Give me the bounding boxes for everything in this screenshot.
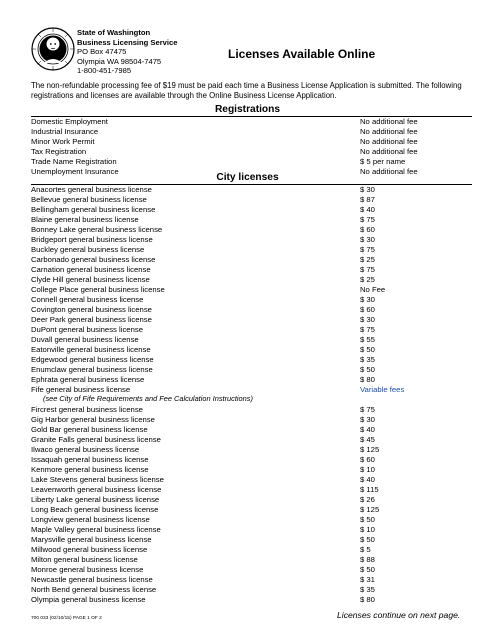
license-fee: $ 50 xyxy=(360,535,375,545)
license-name: North Bend general business license xyxy=(31,585,157,595)
license-name: Bellingham general business license xyxy=(31,204,156,214)
license-row xyxy=(31,147,472,157)
license-fee: $ 75 xyxy=(360,264,375,274)
license-fee: $ 60 xyxy=(360,454,375,464)
license-row xyxy=(31,245,472,255)
city-licenses-list xyxy=(31,185,472,606)
document-header xyxy=(31,27,471,79)
license-name: Millwood general business license xyxy=(31,545,148,555)
license-row xyxy=(31,405,472,415)
license-fee: No additional fee xyxy=(360,146,418,156)
license-name: Anacortes general business license xyxy=(31,184,152,194)
agency-city: Olympia WA 98504-7475 xyxy=(77,56,162,66)
license-row xyxy=(31,117,472,127)
license-name: Duvall general business license xyxy=(31,334,139,344)
license-fee: No Fee xyxy=(360,284,386,294)
license-row xyxy=(31,195,472,205)
license-fee: $ 25 xyxy=(360,254,375,264)
license-name: Clyde Hill general business license xyxy=(31,274,150,284)
license-fee: $ 5 xyxy=(360,545,371,555)
license-fee: $ 88 xyxy=(360,555,375,565)
license-row xyxy=(31,325,472,335)
license-fee: $ 26 xyxy=(360,494,375,504)
license-fee: $ 80 xyxy=(360,595,375,605)
license-name: Unemployment Insurance xyxy=(31,166,119,176)
agency-name: Business Licensing Service xyxy=(77,37,178,47)
license-fee: $ 50 xyxy=(360,344,375,354)
license-name: Kenmore general business license xyxy=(31,464,149,474)
agency-state: State of Washington xyxy=(77,28,151,37)
license-name: Eatonville general business license xyxy=(31,344,151,354)
license-row xyxy=(31,335,472,345)
license-row xyxy=(31,315,472,325)
agency-po-box: PO Box 47475 xyxy=(77,47,127,57)
license-fee: $ 115 xyxy=(360,484,379,494)
license-row xyxy=(31,285,472,295)
intro-paragraph: The non-refundable processing fee of $19 must be paid each time a Business License Application is submitted. The following registrations and licenses are available through the Online Business License Application. xyxy=(31,81,462,100)
license-name: Covington general business license xyxy=(31,304,152,314)
license-row xyxy=(31,455,472,465)
license-fee: $ 40 xyxy=(360,474,375,484)
license-row xyxy=(31,157,472,167)
license-fee: $ 75 xyxy=(360,244,375,254)
license-row xyxy=(31,215,472,225)
license-name: Granite Falls general business license xyxy=(31,434,161,444)
license-name: Fircrest general business license xyxy=(31,404,143,414)
license-row xyxy=(31,137,472,147)
registrations-heading: Registrations xyxy=(214,104,281,115)
license-name: Domestic Employment xyxy=(31,116,108,126)
license-name: Marysville general business license xyxy=(31,535,152,545)
license-fee: $ 30 xyxy=(360,184,375,194)
license-row xyxy=(31,225,472,235)
license-fee: $ 35 xyxy=(360,585,375,595)
license-fee: $ 75 xyxy=(360,214,375,224)
license-row xyxy=(31,525,472,535)
license-name: Industrial Insurance xyxy=(31,126,99,136)
license-row xyxy=(31,555,472,565)
license-name: Buckley general business license xyxy=(31,244,145,254)
license-name: Ilwaco general business license xyxy=(31,444,140,454)
license-fee: $ 75 xyxy=(360,324,375,334)
license-fee: $ 50 xyxy=(360,364,375,374)
license-fee: $ 87 xyxy=(360,194,375,204)
license-name: Gold Bar general business license xyxy=(31,424,148,434)
license-fee: $ 50 xyxy=(360,565,375,575)
license-fee: $ 10 xyxy=(360,464,375,474)
license-row xyxy=(31,485,472,495)
license-name: Bridgeport general business license xyxy=(31,234,153,244)
form-code: 700 033 (02/10/15) PAGE 1 OF 2 xyxy=(31,616,102,621)
license-fee: $ 31 xyxy=(360,575,375,585)
license-fee: $ 30 xyxy=(360,234,375,244)
license-name: Minor Work Permit xyxy=(31,136,95,146)
license-row xyxy=(31,365,472,375)
license-row xyxy=(31,127,472,137)
variable-fees-link[interactable]: Variable fees xyxy=(360,384,405,394)
license-name: Tax Registration xyxy=(31,146,87,156)
license-name: Carbonado general business license xyxy=(31,254,156,264)
license-row xyxy=(31,535,472,545)
page-title: Licenses Available Online xyxy=(228,47,376,61)
license-fee: $ 10 xyxy=(360,525,375,534)
license-row xyxy=(31,465,472,475)
license-row xyxy=(31,265,472,275)
license-row xyxy=(31,515,472,525)
license-fee: $ 55 xyxy=(360,334,375,344)
license-row xyxy=(31,235,472,245)
license-fee: $ 60 xyxy=(360,224,375,234)
license-note: (see City of Fife Requirements and Fee Calculation Instructions) xyxy=(43,393,253,403)
license-name: Carnation general business license xyxy=(31,264,151,274)
continue-note: Licenses continue on next page. xyxy=(337,610,461,620)
license-name: Longview general business license xyxy=(31,514,150,524)
license-name: Long Beach general business license xyxy=(31,504,159,514)
license-name: Gig Harbor general business license xyxy=(31,414,155,424)
license-fee: No additional fee xyxy=(360,116,418,126)
license-fee: $ 45 xyxy=(360,434,375,444)
license-name: Newcastle general business license xyxy=(31,575,153,585)
license-row xyxy=(31,595,472,605)
license-fee: $ 35 xyxy=(360,354,375,364)
license-row xyxy=(31,505,472,515)
license-name: Enumclaw general business license xyxy=(31,364,153,374)
washington-state-seal-icon xyxy=(31,27,75,71)
license-name: Milton general business license xyxy=(31,555,138,565)
license-name: Issaquah general business license xyxy=(31,454,149,464)
license-row xyxy=(31,425,472,435)
license-row xyxy=(31,355,472,365)
license-row xyxy=(31,305,472,315)
city-licenses-heading: City licenses xyxy=(216,172,279,183)
license-row xyxy=(31,385,472,405)
license-fee: No additional fee xyxy=(360,136,418,146)
license-name: Ephrata general business license xyxy=(31,374,145,384)
license-fee: $ 60 xyxy=(360,304,375,314)
license-fee: $ 40 xyxy=(360,424,375,434)
license-fee: $ 40 xyxy=(360,204,375,214)
license-row xyxy=(31,255,472,265)
license-fee: $ 30 xyxy=(360,414,375,424)
license-row xyxy=(31,495,472,505)
license-fee: $ 5 per name xyxy=(360,156,406,166)
license-name: Leavenworth general business license xyxy=(31,484,162,494)
license-row xyxy=(31,545,472,555)
license-fee: $ 125 xyxy=(360,504,380,514)
license-fee: $ 25 xyxy=(360,274,375,284)
license-name: Liberty Lake general business license xyxy=(31,494,160,504)
license-row xyxy=(31,445,472,455)
license-name: DuPont general business license xyxy=(31,324,143,334)
license-name: Maple Valley general business license xyxy=(31,525,161,534)
license-name: Bellevue general business license xyxy=(31,194,147,204)
agency-block xyxy=(77,28,177,76)
license-row xyxy=(31,345,472,355)
license-row xyxy=(31,575,472,585)
license-row xyxy=(31,185,472,195)
license-fee: $ 75 xyxy=(360,404,375,414)
agency-phone: 1-800-451-7985 xyxy=(77,66,132,76)
license-fee: $ 30 xyxy=(360,314,375,324)
license-name: College Place general business license xyxy=(31,284,165,294)
license-row xyxy=(31,275,472,285)
license-row xyxy=(31,205,472,215)
license-name: Bonney Lake general business license xyxy=(31,224,163,234)
license-fee: $ 30 xyxy=(360,294,375,304)
license-fee: No additional fee xyxy=(360,126,418,136)
license-row xyxy=(31,295,472,305)
license-name: Monroe general business license xyxy=(31,565,144,575)
license-name: Blaine general business license xyxy=(31,214,139,224)
license-name: Connell general business license xyxy=(31,294,144,304)
registrations-list xyxy=(31,117,472,177)
license-name: Olympia general business license xyxy=(31,595,146,605)
license-name: Trade Name Registration xyxy=(31,156,117,166)
license-row xyxy=(31,415,472,425)
license-name: Lake Stevens general business license xyxy=(31,474,164,484)
license-row xyxy=(31,375,472,385)
license-name: Deer Park general business license xyxy=(31,314,152,324)
license-row xyxy=(31,585,472,595)
license-row xyxy=(31,435,472,445)
license-name: Fife general business license xyxy=(31,384,131,394)
license-fee: $ 50 xyxy=(360,514,375,524)
license-row xyxy=(31,475,472,485)
license-row xyxy=(31,565,472,575)
license-fee: No additional fee xyxy=(360,166,418,176)
license-fee: $ 125 xyxy=(360,444,380,454)
license-name: Edgewood general business license xyxy=(31,354,154,364)
license-fee: $ 80 xyxy=(360,374,375,384)
